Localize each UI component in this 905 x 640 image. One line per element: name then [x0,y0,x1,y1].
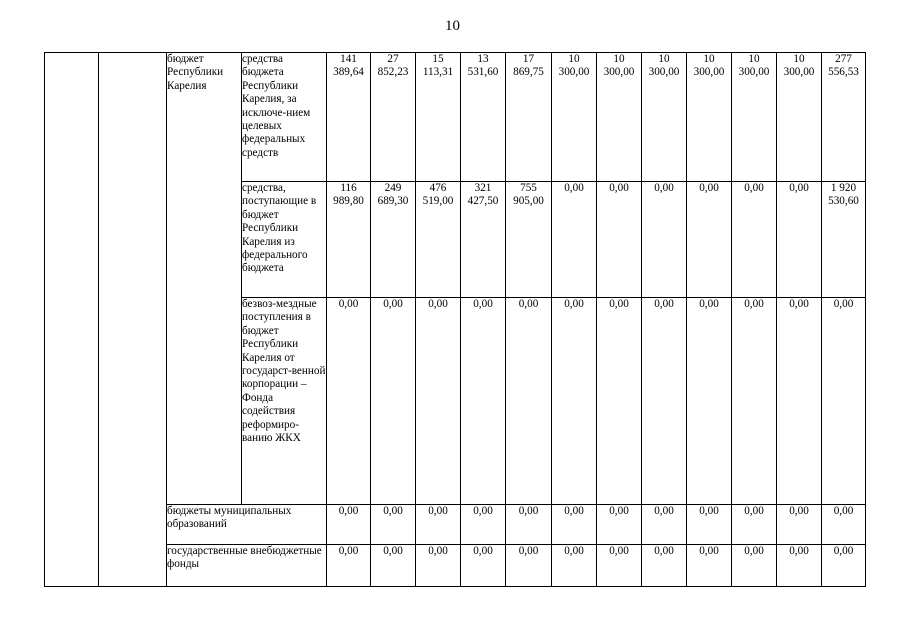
row-label: безвоз-мездные поступления в бюджет Республики Карелия от государст-венной корпорации – Фонда содействия реформиро-ванию ЖКХ [242,298,327,505]
value-cell: 10 300,00 [642,53,687,182]
value-cell: 13 531,60 [461,53,506,182]
value-cell: 0,00 [687,545,732,587]
value-cell: 0,00 [597,182,642,298]
value-cell: 17 869,75 [506,53,552,182]
value-cell: 0,00 [822,298,866,505]
value-cell: 0,00 [552,545,597,587]
value-cell: 10 300,00 [597,53,642,182]
value-cell: 0,00 [461,545,506,587]
value-cell: 141 389,64 [327,53,371,182]
value-cell: 15 113,31 [416,53,461,182]
value-cell: 0,00 [461,298,506,505]
value-cell: 321 427,50 [461,182,506,298]
value-cell: 0,00 [552,298,597,505]
value-cell: 0,00 [777,182,822,298]
value-cell: 249 689,30 [371,182,416,298]
value-cell: 0,00 [687,298,732,505]
row-label: государственные внебюджетные фонды [167,545,327,587]
row-label: средства, поступающие в бюджет Республики Карелия из федерального бюджета [242,182,327,298]
value-cell: 0,00 [416,505,461,545]
value-cell: 10 300,00 [687,53,732,182]
value-cell: 0,00 [822,545,866,587]
value-cell: 0,00 [416,545,461,587]
page-number: 10 [445,18,460,34]
value-cell: 0,00 [687,505,732,545]
table-row [45,53,866,182]
value-cell: 0,00 [642,545,687,587]
value-cell: 0,00 [777,545,822,587]
value-cell: 0,00 [506,298,552,505]
value-cell: 0,00 [777,505,822,545]
table-row [45,545,866,587]
budget-table [44,52,866,587]
empty-col-1 [45,53,99,587]
value-cell: 277 556,53 [822,53,866,182]
value-cell: 0,00 [732,182,777,298]
source-label: бюджет Республики Карелия [167,53,242,505]
value-cell: 1 920 530,60 [822,182,866,298]
value-cell: 0,00 [732,545,777,587]
value-cell: 0,00 [461,505,506,545]
value-cell: 0,00 [732,505,777,545]
value-cell: 10 300,00 [732,53,777,182]
value-cell: 0,00 [597,545,642,587]
value-cell: 0,00 [327,505,371,545]
value-cell: 0,00 [506,545,552,587]
value-cell: 10 300,00 [777,53,822,182]
value-cell: 0,00 [597,298,642,505]
table-row [45,505,866,545]
value-cell: 0,00 [642,505,687,545]
value-cell: 755 905,00 [506,182,552,298]
value-cell: 0,00 [777,298,822,505]
value-cell: 0,00 [597,505,642,545]
value-cell: 0,00 [506,505,552,545]
value-cell: 0,00 [552,182,597,298]
value-cell: 0,00 [371,505,416,545]
value-cell: 0,00 [732,298,777,505]
value-cell: 0,00 [822,505,866,545]
value-cell: 0,00 [371,298,416,505]
value-cell: 0,00 [642,298,687,505]
value-cell: 0,00 [327,298,371,505]
row-label: бюджеты муниципальных образований [167,505,327,545]
value-cell: 0,00 [371,545,416,587]
value-cell: 0,00 [327,545,371,587]
value-cell: 0,00 [687,182,732,298]
value-cell: 0,00 [552,505,597,545]
value-cell: 0,00 [416,298,461,505]
empty-col-2 [99,53,167,587]
value-cell: 27 852,23 [371,53,416,182]
value-cell: 476 519,00 [416,182,461,298]
value-cell: 10 300,00 [552,53,597,182]
value-cell: 0,00 [642,182,687,298]
value-cell: 116 989,80 [327,182,371,298]
row-label: средства бюджета Республики Карелия, за исключе-нием целевых федеральных средств [242,53,327,182]
